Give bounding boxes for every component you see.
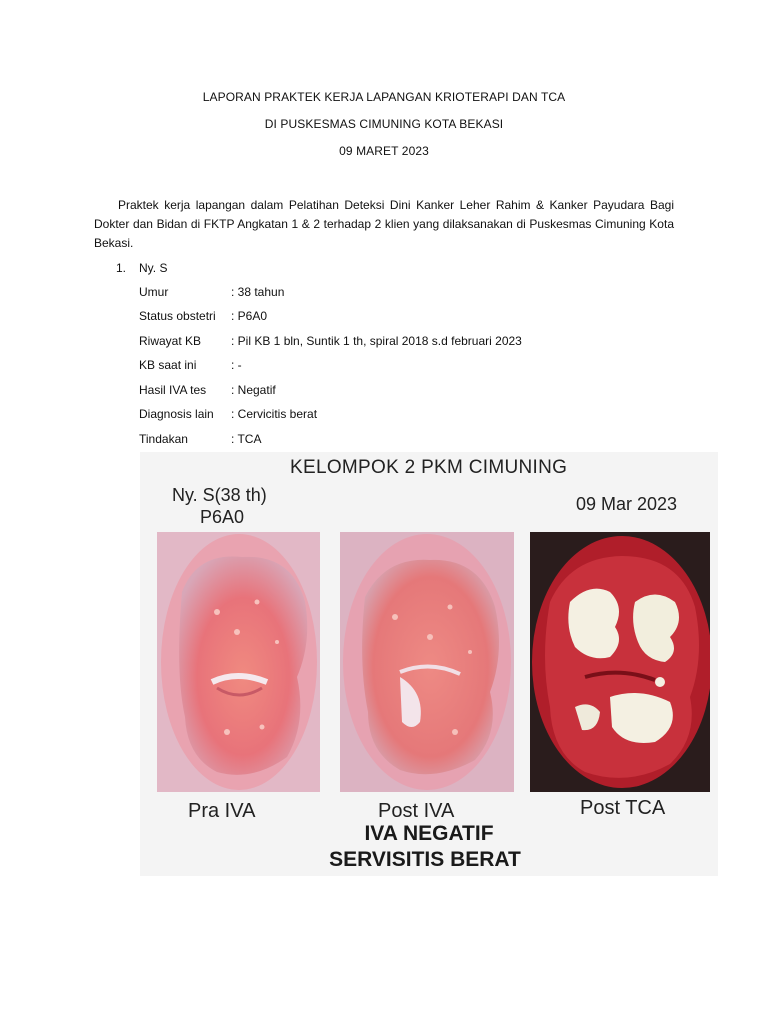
result-iva: IVA NEGATIF bbox=[364, 822, 494, 845]
figure-patient: Ny. S(38 th) bbox=[172, 485, 267, 505]
intro-paragraph: Praktek kerja lapangan dalam Pelatihan Deteksi Dini Kanker Leher Rahim & Kanker Payudara Bagi Dokter dan Bidan di FKTP Angkatan 1 & 2 terhadap 2 klien yang dilaksanakan di Puskesmas Cimuning Kota Bekasi. bbox=[94, 198, 674, 250]
field-row bbox=[139, 432, 261, 450]
field-value: : 38 tahun bbox=[231, 285, 285, 299]
field-label: KB saat ini bbox=[139, 358, 197, 372]
figure-parity: P6A0 bbox=[200, 507, 245, 527]
figure-date: 09 Mar 2023 bbox=[576, 494, 678, 514]
field-value: : Cervicitis berat bbox=[231, 407, 318, 421]
case-name: Ny. S bbox=[139, 261, 168, 275]
field-value: : Negatif bbox=[231, 383, 276, 397]
photo-post-iva bbox=[340, 532, 514, 792]
field-label: Diagnosis lain bbox=[139, 407, 214, 421]
field-label: Riwayat KB bbox=[139, 334, 202, 348]
photo-pra-iva bbox=[157, 532, 320, 792]
field-row bbox=[139, 383, 276, 401]
field-label: Hasil IVA tes bbox=[139, 383, 207, 397]
report-title: LAPORAN PRAKTEK KERJA LAPANGAN KRIOTERAPI DAN TCA bbox=[202, 90, 566, 104]
figure-title: KELOMPOK 2 PKM CIMUNING bbox=[290, 457, 568, 478]
field-row bbox=[139, 309, 267, 327]
report-date: 09 MARET 2023 bbox=[339, 144, 429, 158]
field-value: : Pil KB 1 bln, Suntik 1 th, spiral 2018 s.d februari 2023 bbox=[231, 334, 522, 348]
field-row bbox=[139, 334, 522, 352]
field-value: : P6A0 bbox=[231, 309, 268, 323]
caption-post-iva: Post IVA bbox=[378, 800, 455, 822]
report-location: DI PUSKESMAS CIMUNING KOTA BEKASI bbox=[264, 117, 504, 131]
clinical-photo-figure bbox=[140, 452, 718, 876]
field-row bbox=[139, 358, 242, 376]
caption-post-tca: Post TCA bbox=[580, 797, 666, 819]
caption-pra-iva: Pra IVA bbox=[188, 800, 256, 822]
field-label: Umur bbox=[139, 285, 169, 299]
field-label: Status obstetri bbox=[139, 309, 216, 323]
result-diagnosis: SERVISITIS BERAT bbox=[329, 848, 521, 871]
field-value: : - bbox=[231, 358, 242, 372]
case-number: 1. bbox=[116, 261, 127, 275]
field-value: : TCA bbox=[231, 432, 262, 446]
field-label: Tindakan bbox=[139, 432, 188, 446]
field-row bbox=[139, 285, 284, 303]
field-row bbox=[139, 407, 317, 425]
photo-post-tca bbox=[530, 532, 710, 792]
